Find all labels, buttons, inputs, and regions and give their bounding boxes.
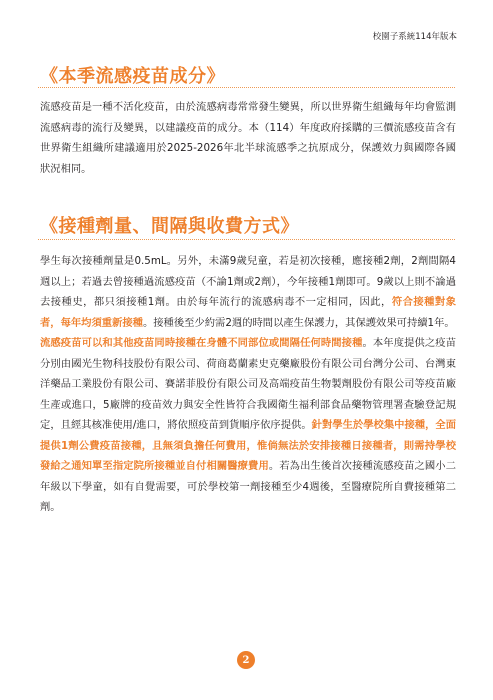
paragraph-vaccine-composition	[40, 97, 456, 179]
page-header: 校園子系統114年版本	[372, 32, 457, 42]
body-text: 學生每次接種劑量是0.5mL。另外，未滿9歲兒童，若是初次接種，應接種2劑，2劑間隔4週以上；若過去曾接種過流感疫苗（不論1劑或2劑），今年接種1劑即可。9歲以上則不論過去接種史，都只須接種1劑。由於每年流行的流感病毒不一定相同，因此，	[40, 255, 456, 308]
section-title-dosage-interval-fees: 《接種劑量、間隔與收費方式》	[40, 216, 299, 237]
page-number-badge	[237, 651, 255, 669]
highlight-text: 符合接種對象者，每年均須重新接種	[40, 296, 456, 329]
body-text: 流感疫苗是一種不活化疫苗，由於流感病毒常常發生變異，所以世界衛生組織每年均會監測流感病毒的流行及變異，以建議疫苗的成分。本（114）年度政府採購的三價流感疫苗含有世界衛生組織所建議適用於2025-2026年北半球流感季之抗原成分，保護效力與國際各國狀況相同。	[40, 101, 456, 175]
page-number: 2	[242, 654, 250, 666]
supply-paragraph	[40, 333, 456, 518]
highlight-text: 流感疫苗可以和其他疫苗同時接種在身體不同部位或間隔任何時間接種	[40, 337, 363, 349]
section-divider	[38, 87, 455, 88]
body-text: 。若為出生後首次接種流感疫苗之國小二年級以下學童，如有自覺需要，可於學校第一劑接種至少4週後，至醫療院所自費接種第二劑。	[40, 460, 457, 513]
section-title-vaccine-composition: 《本季流感疫苗成分》	[40, 66, 225, 87]
highlight-text: 針對學生於學校集中接種，全面提供1劑公費疫苗接種，且無須負擔任何費用，惟倘無法於安排接種日接種者，則需持學校發給之通知單至指定院所接種並自付相關醫療費用	[40, 419, 457, 472]
paragraph-dosage-fees	[40, 251, 456, 518]
body-text: 。本年度提供之疫苗分別由國光生物科技股份有限公司、荷商葛蘭素史克藥廠股份有限公司台灣分公司、台灣東洋藥品工業股份有限公司、賽諾菲股份有限公司及高端疫苗生物製劑股份有限公司等疫苗廠生產或進口，5廠牌的疫苗效力與安全性皆符合我國衛生福利部食品藥物管理署查驗登記規定，且經其核准使用/進口，將依照疫苗到貨順序依序提供。	[40, 337, 457, 431]
body-text: 。接種後至少約需2週的時間以產生保護力，其保護效果可持續1年。	[142, 316, 455, 329]
section-divider	[38, 239, 455, 240]
dosage-paragraph	[40, 251, 456, 333]
